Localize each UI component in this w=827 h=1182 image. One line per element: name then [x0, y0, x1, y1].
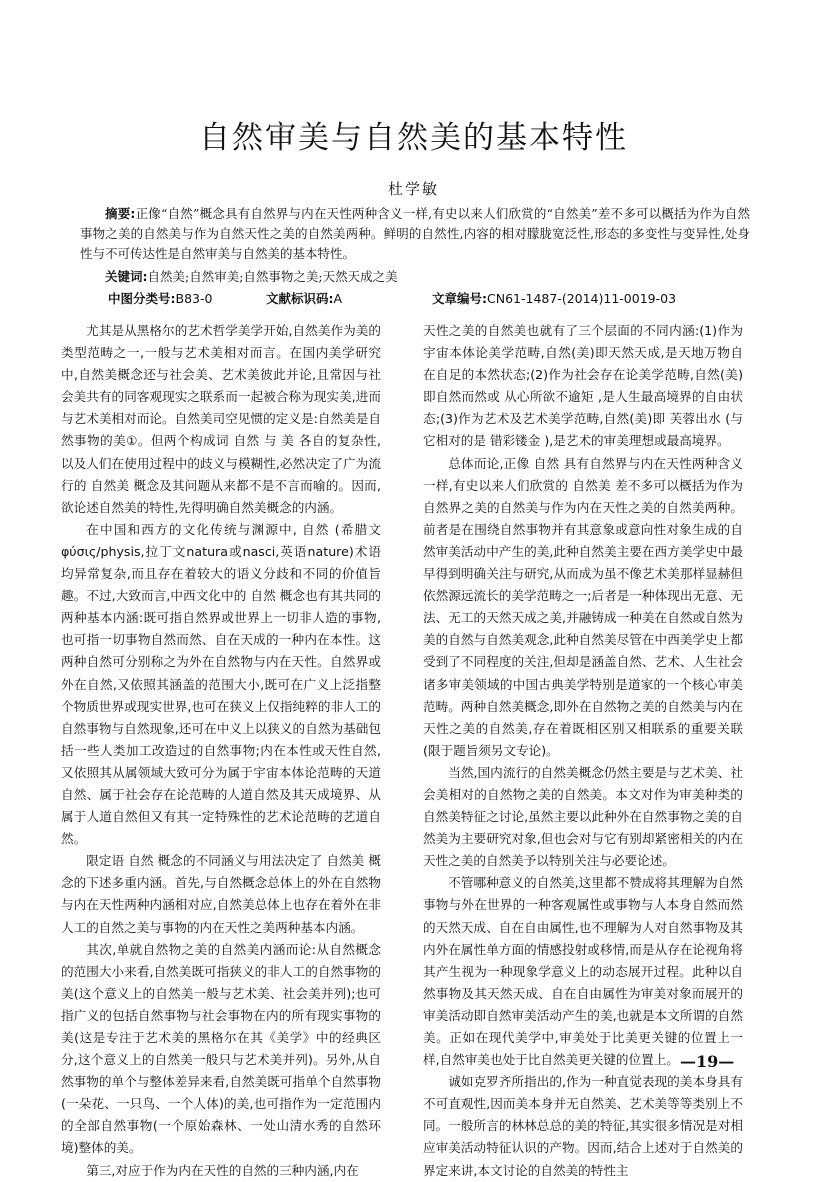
keywords	[80, 267, 750, 287]
article-value: CN61-1487-(2014)11-0019-03	[487, 291, 677, 306]
keywords-label: 关键词:	[105, 269, 148, 284]
article-label: 文章编号:	[432, 291, 487, 306]
abstract-label: 摘要:	[105, 206, 136, 221]
class-number	[108, 289, 266, 307]
article-title: 自然审美与自然美的基本特性	[199, 120, 628, 156]
paragraph: 尤其是从黑格尔的艺术哲学美学开始,自然美作为美的类型范畴之一,一般与艺术美相对而言。在国内美学研究中,自然美概念还与社会美、艺术美彼此并论,且常因与社会美共有的同客观现实之联系而一起被合称为现实美,进而与艺术美相对而论。自然美司空见惯的定义是:自然美是自然事物的美①。但两个构成词 自然 与 美 各自的复杂性,以及人们在使用过程中的歧义与模糊性,必然决定了广为流行的 自然美 概念及其问题从来都不是不言而喻的。因而,欲论述自然美的特性,先得明确自然美概念的内涵。	[61, 323, 381, 515]
left-column	[61, 320, 381, 1182]
paragraph: 当然,国内流行的自然美概念仍然主要是与艺术美、社会美相对的自然物之美的自然美。本文对作为审美种类的自然美特征之讨论,虽然主要以此种外在自然事物之美的自然美为主要研究对象,但也会对与它有别却紧密相关的内在天性之美的自然美予以特别关注与必要论述。	[423, 764, 743, 869]
article-number	[432, 289, 676, 307]
page-number: —19—	[680, 1052, 735, 1071]
paragraph: 限定语 自然 概念的不同涵义与用法决定了 自然美 概念的下述多重内涵。首先,与自然概念总体上的外在自然物与内在天性两种内涵相对应,自然美总体上也存在着外在非人工的自然之美与事物的内在天性之美两种基本内涵。	[61, 853, 381, 935]
paragraph: 天性之美的自然美也就有了三个层面的不同内涵:(1)作为宇宙本体论美学范畴,自然(美)即天然天成,是天地万物自在自足的本然状态;(2)作为社会存在论美学范畴,自然(美)即自然而然或 从心所欲不逾矩 ,是人生最高境界的自由状态;(3)作为艺术及艺术美学范畴,自然(美)即 芙蓉出水 (与它相对的是 错彩镂金 ),是艺术的审美理想或最高境界。	[423, 323, 743, 449]
abstract	[80, 204, 750, 264]
paragraph: 不管哪种意义的自然美,这里都不赞成将其理解为自然事物与外在世界的一种客观属性或事物与人本身自然而然的天然天成、自在自由属性,也不理解为人对自然事物及其内外在属性单方面的情感投射或移情,而是从存在论视角将其产生视为一种现象学意义上的动态展开过程。此种以自然事物及其天然天成、自在自由属性为审美对象而展开的审美活动即自然审美活动产生的美,也就是本文所谓的自然美。正如在现代美学中,审美处于比美更关键的位置上一样,自然审美也处于比自然美更关键的位置上。	[423, 875, 743, 1068]
class-label: 中图分类号:	[108, 291, 176, 306]
paragraph: 第三,对应于作为内在天性的自然的三种内涵,内在	[86, 1162, 359, 1178]
doc-label: 文献标识码:	[266, 291, 334, 306]
classification-row	[108, 289, 748, 307]
keywords-text: 自然美;自然审美;自然事物之美;天然天成之美	[147, 269, 398, 284]
doc-code	[266, 289, 432, 307]
paragraph: 总体而论,正像 自然 具有自然界与内在天性两种含义一样,有史以来人们欣赏的 自然美 差不多可以概括为作为自然界之美的自然美与作为内在天性之美的自然美两种。前者是在围绕自然事物并有其意象或意向性对象生成的自然审美活动中产生的美,此种自然美主要在西方美学史中最早得到明确关注与研究,从而成为虽不像艺术美那样显赫但依然源远流长的美学范畴之一;后者是一种体现出无意、无法、无工的天然天成之美,并融铸成一种美在自然或自然为美的自然与自然美观念,此种自然美尽管在中西美学史上都受到了不同程度的关注,但却是涵盖自然、艺术、人生社会诸多审美领域的中国古典美学特别是道家的一个核心审美范畴。两种自然美概念,即外在自然物之美的自然美与内在天性之美的自然美,存在着既相区别又相联系的重要关联(限于题旨须另文专论)。	[423, 455, 743, 758]
paragraph: 其次,单就自然物之美的自然美内涵而论:从自然概念的范围大小来看,自然美既可指狭义的非人工的自然事物的美(这个意义上的自然美一般与艺术美、社会美并列);也可指广义的包括自然事物与社会事物在内的所有现实事物的美(这是专注于艺术美的黑格尔在其《美学》中的经典区分,这个意义上的自然美一般只与艺术美并列)。另外,从自然事物的单个与整体差异来看,自然美既可指单个自然事物(一朵花、一只鸟、一个人体)的美,也可指作为一定范围内的全部自然事物(一个原始森林、一处山清水秀的自然环境)整体的美。	[61, 941, 381, 1156]
doc-value: A	[333, 291, 343, 306]
paragraph: 诚如克罗齐所指出的,作为一种直觉表现的美本身具有不可直观性,因而美本身并无自然美、艺术美等等类别上不同。一般所言的林林总总的美的特征,其实很多情况是对相应审美活动特征认识的产物。因而,结合上述对于自然美的界定来讲,本文讨论的自然美的特性主	[423, 1074, 743, 1178]
author-name: 杜学敏	[387, 180, 439, 198]
paragraph: 在中国和西方的文化传统与渊源中, 自然 (希腊文φύσις/physis,拉丁文natura或nasci,英语nature)术语均异常复杂,而且存在着较大的语义分歧和不同的价值旨趣。不过,大致而言,中西文化中的 自然 概念也有其共同的两种基本内涵:既可指自然界或世界上一切非人造的事物,也可指一切事物自然而然、自在天成的一种内在本性。这两种自然可分别称之为外在自然物与内在天性。自然界或外在自然,又依照其涵盖的范围大小,既可在广义上泛指整个物质世界或现实世界,也可在狭义上仅指纯粹的非人工的自然事物与自然现象,还可在中义上以狭义的自然为基础包括一些人类加工改造过的自然事物;内在本性或天性自然,又依照其从属领域大致可分为属于宇宙本体论范畴的天道自然、属于社会存在论范畴的人道自然及其天成境界、从属于人道自然但又有其一定特殊性的艺术论范畴的艺道自然。	[61, 521, 381, 847]
abstract-text: 正像“自然”概念具有自然界与内在天性两种含义一样,有史以来人们欣赏的“自然美”差不多可以概括为作为自然事物之美的自然美与作为自然天性之美的自然美两种。鲜明的自然性,内容的相对朦胧宽泛性,形态的多变性与变异性,处身性与不可传达性是自然审美与自然美的基本特性。	[80, 206, 751, 261]
class-value: B83-0	[175, 291, 213, 306]
